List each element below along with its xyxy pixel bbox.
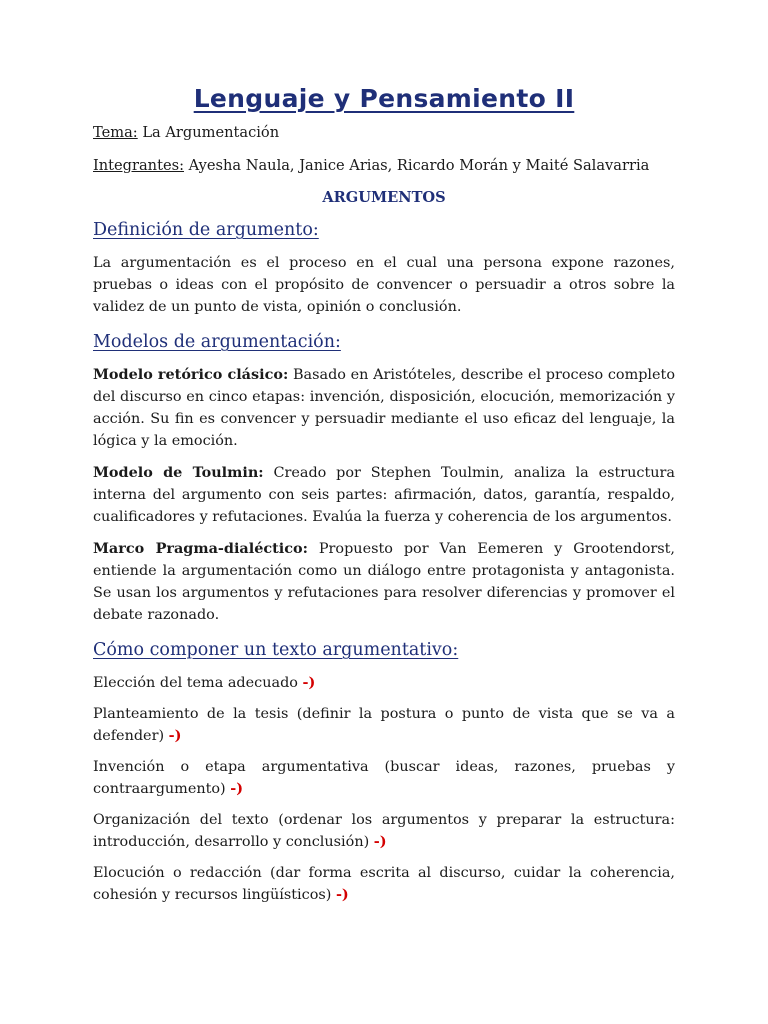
step-text: Organización del texto (ordenar los argumentos y preparar la estructura: introducción, desarrollo y conclusión): [93, 812, 675, 850]
model-text: Basado en Aristóteles, describe el proceso completo del discurso en cinco etapas: invención, disposición, elocución, memorización y acción. Su fin es convencer y persuadir mediante el uso eficaz del lenguaje, la lógica y la emoción.: [93, 367, 675, 449]
topic-value: La Argumentación: [137, 124, 280, 141]
step-marker: -): [230, 780, 244, 797]
members-value: Ayesha Naula, Janice Arias, Ricardo Morán y Maité Salavarria: [184, 157, 650, 174]
models-heading: Modelos de argumentación:: [93, 332, 341, 352]
compose-step: [93, 809, 675, 853]
step-marker: -): [335, 886, 349, 903]
compose-step: [93, 862, 675, 906]
section-title: ARGUMENTOS: [322, 189, 446, 206]
topic-line: [93, 123, 675, 143]
document-page: [93, 84, 675, 915]
model-text: Creado por Stephen Toulmin, analiza la estructura interna del argumento con seis partes: afirmación, datos, garantía, respaldo, cualificadores y refutaciones. Evalúa la fuerza y coherencia de los argumentos.: [93, 465, 675, 525]
step-text: Elocución o redacción (dar forma escrita al discurso, cuidar la coherencia, cohesión y recursos lingüísticos): [93, 865, 675, 903]
model-item-toulmin: [93, 462, 675, 528]
members-line: [93, 156, 675, 176]
definition-heading: Definición de argumento:: [93, 220, 319, 240]
step-marker: -): [168, 727, 182, 744]
document-title: Lenguaje y Pensamiento II: [193, 84, 575, 113]
members-label: Integrantes:: [93, 157, 184, 174]
model-item-pragma-dialectic: [93, 538, 675, 626]
step-text: Planteamiento de la tesis (definir la postura o punto de vista que se va a defender): [93, 706, 675, 744]
step-marker: -): [373, 833, 387, 850]
step-marker: -): [302, 674, 316, 691]
model-name: Modelo de Toulmin:: [93, 464, 264, 481]
step-text: Elección del tema adecuado: [93, 675, 303, 691]
model-text: Propuesto por Van Eemeren y Grootendorst, entiende la argumentación como un diálogo entre protagonista y antagonista. Se usan los argumentos y refutaciones para resolver diferencias y promover el debate razonado.: [93, 541, 676, 623]
compose-heading: Cómo componer un texto argumentativo:: [93, 640, 459, 660]
model-name: Modelo retórico clásico:: [93, 366, 289, 383]
compose-step: [93, 672, 675, 694]
model-name: Marco Pragma-dialéctico:: [93, 540, 308, 557]
model-item-rhetorical: [93, 364, 675, 452]
step-text: Invención o etapa argumentativa (buscar ideas, razones, pruebas y contraargumento): [93, 759, 675, 797]
compose-step: [93, 756, 675, 800]
definition-text: La argumentación es el proceso en el cual una persona expone razones, pruebas o ideas con el propósito de convencer o persuadir a otros sobre la validez de un punto de vista, opinión o conclusión.: [93, 255, 675, 315]
topic-label: Tema:: [93, 124, 138, 141]
compose-step: [93, 703, 675, 747]
